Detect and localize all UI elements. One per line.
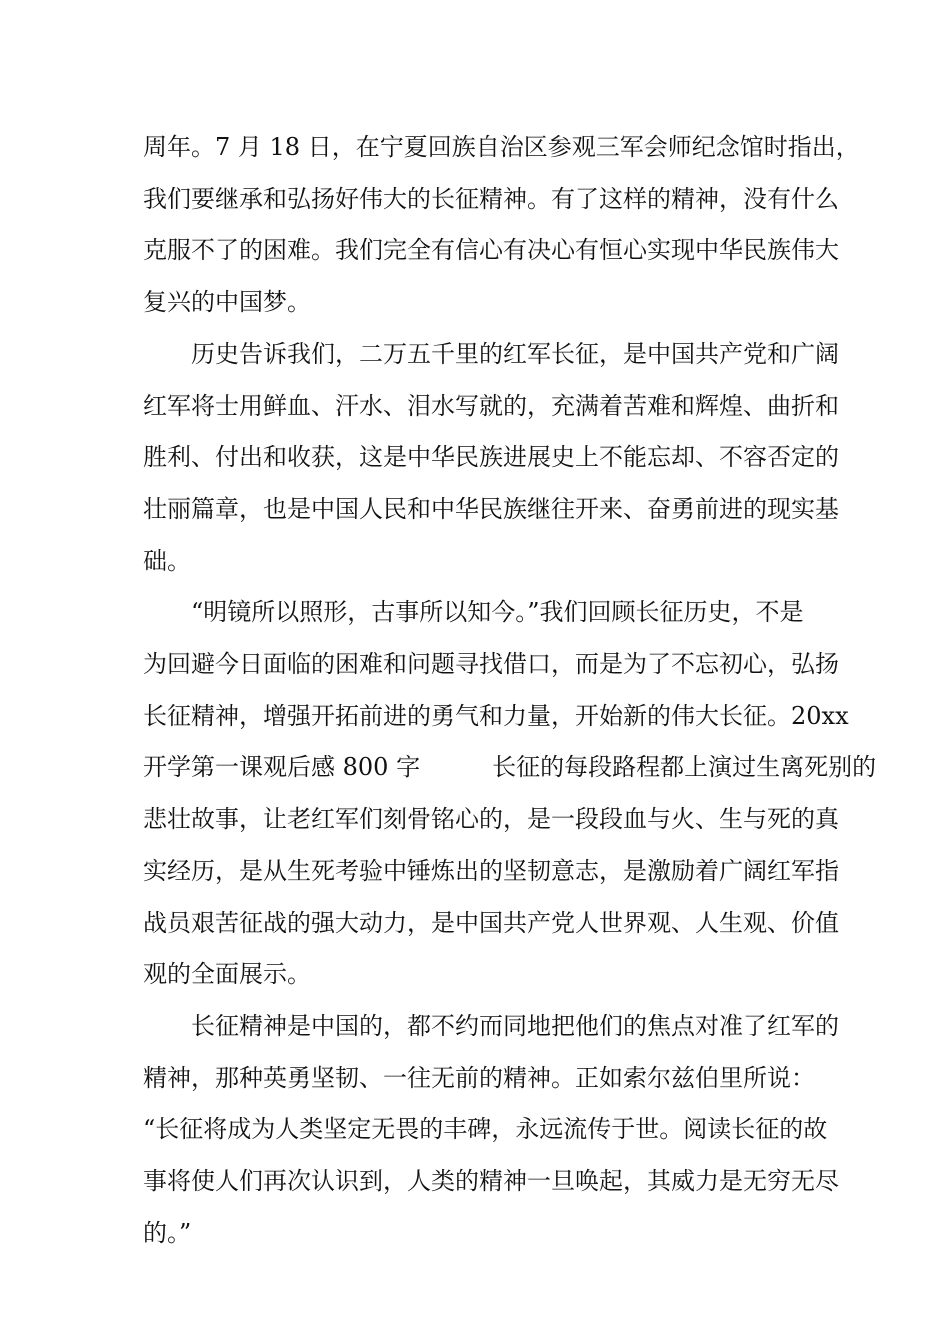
text-line: 事将使人们再次认识到，人类的精神一旦唤起，其威力是无穷无尽 [143, 1167, 839, 1196]
text-line: 长征精神，增强开拓前进的勇气和力量，开始新的伟大长征。20xx [143, 701, 849, 730]
text-line: 开学第一课观后感 800 字 长征的每段路程都上演过生离死别的 [143, 753, 877, 782]
paragraph-2 [143, 329, 839, 588]
text-line: 观的全面展示。 [143, 960, 311, 989]
text-line: “明镜所以照形，古事所以知今。”我们回顾长征历史，不是 [143, 598, 804, 627]
text-line: 战员艰苦征战的强大动力，是中国共产党人世界观、人生观、价值 [143, 908, 839, 937]
paragraph-1 [143, 122, 860, 329]
text-line: 壮丽篇章，也是中国人民和中华民族继往开来、奋勇前进的现实基 [143, 494, 839, 523]
text-line: 红军将士用鲜血、汗水、泪水写就的，充满着苦难和辉煌、曲折和 [143, 391, 839, 420]
paragraph-3 [143, 587, 877, 1001]
text-line: 精神，那种英勇坚韧、一往无前的精神。正如索尔兹伯里所说： [143, 1063, 815, 1092]
document-body [143, 122, 877, 1259]
text-line: 的。” [143, 1218, 192, 1247]
text-line: 为回避今日面临的困难和问题寻找借口，而是为了不忘初心，弘扬 [143, 650, 839, 679]
paragraph-4 [143, 1001, 839, 1260]
text-line: 我们要继承和弘扬好伟大的长征精神。有了这样的精神，没有什么 [143, 184, 839, 213]
text-line: 克服不了的困难。我们完全有信心有决心有恒心实现中华民族伟大 [143, 236, 839, 265]
text-line: 实经历，是从生死考验中锤炼出的坚韧意志，是激励着广阔红军指 [143, 856, 839, 885]
text-line: 复兴的中国梦。 [143, 288, 311, 317]
text-line: 悲壮故事，让老红军们刻骨铭心的，是一段段血与火、生与死的真 [143, 805, 839, 834]
text-line: 周年。7 月 18 日，在宁夏回族自治区参观三军会师纪念馆时指出， [143, 133, 860, 161]
text-line: 础。 [143, 546, 191, 575]
text-line: “长征将成为人类坚定无畏的丰碑，永远流传于世。阅读长征的故 [143, 1115, 828, 1144]
text-line: 历史告诉我们，二万五千里的红军长征，是中国共产党和广阔 [143, 339, 839, 368]
text-line: 胜利、付出和收获，这是中华民族进展史上不能忘却、不容否定的 [143, 443, 839, 472]
text-line: 长征精神是中国的，都不约而同地把他们的焦点对准了红军的 [143, 1011, 839, 1040]
